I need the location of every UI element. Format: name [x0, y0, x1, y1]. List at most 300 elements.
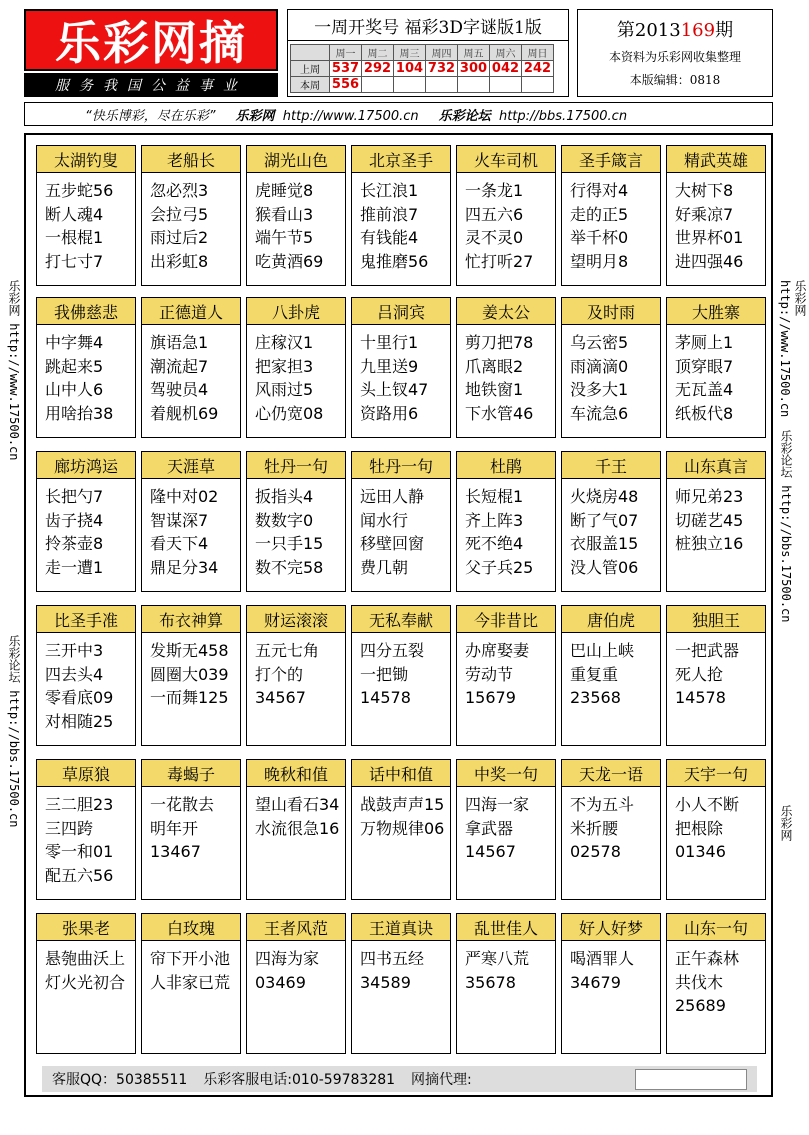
riddle-line: 庄稼汉1	[255, 333, 314, 352]
riddle-card	[246, 451, 346, 592]
riddle-card-body	[247, 633, 345, 733]
riddle-line: 无瓦盖4	[675, 380, 734, 399]
riddle-line: 忽必烈3	[150, 181, 209, 200]
riddle-card	[456, 145, 556, 286]
draw-number: 292	[362, 61, 394, 77]
riddle-card	[141, 297, 241, 438]
riddle-card	[666, 297, 766, 438]
riddle-line: 零看底09	[45, 688, 114, 707]
riddle-card-body	[352, 325, 450, 425]
draw-number: 242	[522, 61, 554, 77]
riddle-line: 巴山上峡	[570, 641, 635, 660]
riddle-line: 中字舞4	[45, 333, 104, 352]
riddle-card-title: 中奖一句	[457, 760, 555, 787]
riddle-card	[561, 759, 661, 900]
riddle-line: 严寒八荒	[465, 949, 530, 968]
riddle-line: 扳指头4	[255, 487, 314, 506]
riddle-card	[36, 145, 136, 286]
riddle-line: 一而舞125	[150, 688, 229, 707]
riddle-line: 纸板代8	[675, 403, 734, 423]
riddle-card	[141, 145, 241, 286]
riddle-card	[666, 145, 766, 286]
riddle-card	[666, 451, 766, 592]
riddle-line: 喝酒罪人	[570, 949, 635, 968]
riddle-card-body	[352, 173, 450, 273]
riddle-line	[255, 994, 341, 1018]
riddle-line: 旗语急1	[150, 333, 209, 352]
riddle-card	[351, 145, 451, 286]
riddle-card-body	[37, 787, 135, 887]
issue-box	[577, 9, 773, 97]
riddle-line: 忙打听27	[465, 251, 534, 271]
riddle-card-body	[37, 173, 135, 273]
logo	[24, 9, 278, 71]
riddle-line: 切磋艺45	[675, 510, 744, 530]
riddle-line: 齿子挠4	[45, 510, 104, 530]
riddle-card	[456, 913, 556, 1054]
riddle-line: 三开中3	[45, 641, 104, 660]
riddle-card-body	[457, 633, 555, 733]
riddle-line: 34679	[570, 972, 621, 992]
riddle-card-body	[247, 325, 345, 425]
footer-qq: 客服QQ：50385511	[52, 1072, 188, 1088]
riddle-line	[465, 864, 551, 888]
riddle-line: 父子兵25	[465, 557, 534, 577]
riddle-line: 望山看石34	[255, 795, 340, 814]
riddle-line	[570, 710, 656, 734]
riddle-card-body	[37, 633, 135, 733]
riddle-line: 潮流起7	[150, 356, 209, 376]
riddle-line: 小人不断	[675, 795, 740, 814]
riddle-card-body	[352, 633, 450, 733]
riddle-line: 帘下开小池	[150, 949, 231, 968]
riddle-line	[150, 994, 236, 1018]
riddle-card-body	[667, 787, 765, 887]
riddle-line: 长短棍1	[465, 487, 524, 506]
riddle-line	[360, 710, 446, 734]
riddle-card	[351, 759, 451, 900]
riddle-line: 猴看山3	[255, 204, 314, 224]
riddle-line: 剪刀把78	[465, 333, 534, 352]
riddle-card	[36, 913, 136, 1054]
riddle-card	[141, 451, 241, 592]
riddle-card	[351, 605, 451, 746]
riddle-card-body	[37, 325, 135, 425]
riddle-line: 零一和01	[45, 842, 114, 861]
riddle-line: 25689	[675, 996, 726, 1015]
riddle-card-title: 太湖钓叟	[37, 146, 135, 173]
riddle-line: 五步蛇56	[45, 181, 114, 200]
riddle-card	[36, 451, 136, 592]
draw-number: 300	[458, 61, 490, 77]
riddle-card-title: 我佛慈悲	[37, 298, 135, 325]
riddle-card-title: 老船长	[142, 146, 240, 173]
riddle-card-body	[667, 633, 765, 733]
riddle-line: 02578	[570, 842, 621, 861]
footer-phone: 乐彩客服电话:010-59783281	[203, 1072, 396, 1088]
riddle-card-body	[247, 173, 345, 273]
riddle-line: 人非家已荒	[150, 972, 231, 992]
riddle-line: 衣服盖15	[570, 534, 639, 553]
riddle-line	[465, 1018, 551, 1042]
riddle-card	[141, 913, 241, 1054]
draw-number	[490, 77, 522, 93]
riddle-line	[255, 1018, 341, 1042]
editor-note: 本版编辑：0818	[629, 73, 721, 87]
riddle-line: 鬼推磨56	[360, 251, 429, 271]
riddle-line: 顶穿眼7	[675, 356, 734, 376]
riddle-line: 隆中对02	[150, 487, 219, 506]
riddle-line: 虎睡觉8	[255, 181, 314, 200]
day-header: 周三	[394, 45, 426, 61]
riddle-line: 齐上阵3	[465, 510, 524, 530]
day-header: 周六	[490, 45, 522, 61]
riddle-line: 水流很急16	[255, 818, 340, 838]
riddle-line	[150, 864, 236, 888]
riddle-line: 风雨过5	[255, 380, 314, 399]
riddle-line: 一把锄	[360, 664, 409, 684]
riddle-line	[150, 1018, 236, 1042]
riddle-line: 拿武器	[465, 818, 514, 838]
riddle-card-title: 天宇一句	[667, 760, 765, 787]
riddle-line: 数不完58	[255, 557, 324, 577]
side-text-left: 乐彩论坛 http://bbs.17500.cn	[7, 635, 21, 828]
riddle-card-title: 布衣神算	[142, 606, 240, 633]
riddle-card-title: 财运滚滚	[247, 606, 345, 633]
riddle-line: 长把勺7	[45, 487, 104, 506]
riddle-card-body	[37, 941, 135, 1041]
riddle-card-body	[247, 787, 345, 887]
day-header: 周五	[458, 45, 490, 61]
riddle-card	[36, 297, 136, 438]
riddle-card-body	[142, 633, 240, 733]
riddle-line: 举千杯0	[570, 228, 629, 247]
riddle-line: 正午森林	[675, 949, 740, 968]
riddle-line: 资路用6	[360, 403, 419, 423]
riddle-line	[45, 994, 131, 1018]
side-text-right: 乐彩论坛 http://bbs.17500.cn	[779, 430, 793, 623]
riddle-card-body	[667, 173, 765, 273]
riddle-card-body	[562, 941, 660, 1041]
riddle-line: 进四强46	[675, 251, 744, 271]
riddle-line: 长江浪1	[360, 181, 419, 200]
riddle-line: 四海一家	[465, 795, 530, 814]
riddle-line: 五元七角	[255, 641, 320, 660]
side-text-right: 乐彩网 http://www.17500.cn	[778, 280, 807, 418]
riddle-card-title: 及时雨	[562, 298, 660, 325]
motto: “快乐博彩，尽在乐彩”	[85, 108, 216, 124]
riddle-card	[456, 759, 556, 900]
riddle-card	[351, 297, 451, 438]
riddle-line: 一把武器	[675, 641, 740, 660]
riddle-card-title: 无私奉献	[352, 606, 450, 633]
riddle-line: 大树下8	[675, 181, 734, 200]
riddle-line: 十里行1	[360, 333, 419, 352]
riddle-line: 爪离眼2	[465, 356, 524, 376]
riddle-line: 端午节5	[255, 228, 314, 247]
riddle-line: 行得对4	[570, 181, 629, 200]
riddle-card-body	[352, 479, 450, 579]
riddle-line: 战鼓声声15	[360, 795, 445, 814]
riddle-line: 14578	[675, 688, 726, 707]
riddle-line: 师兄弟23	[675, 487, 744, 506]
riddle-card-body	[562, 173, 660, 273]
footer-agent: 网摘代理:	[411, 1072, 472, 1088]
riddle-line: 费几朝	[360, 557, 409, 577]
riddle-card-body	[142, 173, 240, 273]
riddle-card-body	[667, 479, 765, 579]
riddle-card-title: 火车司机	[457, 146, 555, 173]
riddle-line: 好乘凉7	[675, 204, 734, 224]
riddle-card-body	[457, 941, 555, 1041]
agent-field	[635, 1069, 747, 1090]
riddle-line: 移壁回窗	[360, 534, 425, 553]
riddle-card	[141, 605, 241, 746]
riddle-card	[141, 759, 241, 900]
riddle-card-title: 大胜寨	[667, 298, 765, 325]
draw-number: 556	[330, 77, 362, 93]
riddle-line	[465, 710, 551, 734]
riddle-card-title: 乱世佳人	[457, 914, 555, 941]
riddle-line: 雨滴滴0	[570, 356, 629, 376]
riddle-card	[246, 913, 346, 1054]
riddle-line: 一只手15	[255, 534, 324, 553]
riddle-line: 车流急6	[570, 403, 629, 423]
riddle-line: 走一遭1	[45, 557, 104, 577]
riddle-line	[255, 840, 341, 864]
riddle-line	[255, 864, 341, 888]
riddle-line: 重复重	[570, 664, 619, 684]
draw-number: 042	[490, 61, 522, 77]
riddle-card	[561, 913, 661, 1054]
riddle-line: 四分五裂	[360, 641, 425, 660]
riddle-line: 不为五斗	[570, 795, 635, 814]
riddle-card-title: 牡丹一句	[352, 452, 450, 479]
riddle-card	[351, 913, 451, 1054]
riddle-card-title: 毒蝎子	[142, 760, 240, 787]
riddle-line: 死不绝4	[465, 534, 524, 553]
riddle-card-title: 牡丹一句	[247, 452, 345, 479]
riddle-card-body	[142, 941, 240, 1041]
riddle-line: 15679	[465, 688, 516, 707]
riddle-line: 四书五经	[360, 949, 425, 968]
last-week-label: 上周	[291, 61, 330, 77]
riddle-line	[360, 840, 446, 864]
riddle-card-body	[457, 479, 555, 579]
draw-number: 104	[394, 61, 426, 77]
riddle-line: 看天下4	[150, 534, 209, 553]
riddle-line	[675, 1018, 761, 1042]
riddle-card-title: 王者风范	[247, 914, 345, 941]
riddle-line: 出彩虹8	[150, 251, 209, 271]
riddle-card	[246, 145, 346, 286]
riddle-line: 茅厕上1	[675, 333, 734, 352]
riddle-line: 下水管46	[465, 403, 534, 423]
riddle-line: 01346	[675, 842, 726, 861]
riddle-line: 一根棍1	[45, 228, 104, 247]
riddle-line: 配五六56	[45, 865, 114, 885]
riddle-card-title: 千王	[562, 452, 660, 479]
riddle-card	[456, 297, 556, 438]
riddle-line: 数数字0	[255, 510, 314, 530]
riddle-card-body	[562, 633, 660, 733]
riddle-line: 一条龙1	[465, 181, 524, 200]
riddle-line: 14578	[360, 688, 411, 707]
day-header: 周四	[426, 45, 458, 61]
riddle-line: 火烧房48	[570, 487, 639, 506]
riddle-line	[570, 864, 656, 888]
riddle-line: 桩独立16	[675, 534, 744, 553]
riddle-line: 驾驶员4	[150, 380, 209, 399]
riddle-card-title: 山东一句	[667, 914, 765, 941]
riddle-card-title: 草原狼	[37, 760, 135, 787]
draw-number	[394, 77, 426, 93]
riddle-card-title: 天龙一语	[562, 760, 660, 787]
riddle-line: 乌云密5	[570, 333, 629, 352]
riddle-line	[675, 556, 761, 580]
riddle-line: 闻水行	[360, 510, 409, 530]
riddle-card-body	[352, 941, 450, 1041]
riddle-card-title: 北京圣手	[352, 146, 450, 173]
side-text-right: 乐彩网	[779, 805, 793, 841]
slogan: 服务我国公益事业	[24, 73, 278, 97]
riddle-line: 没人管06	[570, 557, 639, 577]
riddle-line: 四去头4	[45, 664, 104, 684]
riddle-line: 用啥抬38	[45, 403, 114, 423]
riddle-card-title: 王道真诀	[352, 914, 450, 941]
riddle-card-body	[562, 325, 660, 425]
riddle-line: 悬匏曲沃上	[45, 949, 126, 968]
riddle-line: 灯火光初合	[45, 972, 126, 992]
site-link[interactable]: 乐彩网 http://www.17500.cn	[235, 108, 419, 124]
day-header: 周日	[522, 45, 554, 61]
riddle-line: 望明月8	[570, 251, 629, 271]
draw-results-table	[290, 44, 554, 93]
riddle-card-title: 话中和值	[352, 760, 450, 787]
riddle-card-body	[457, 173, 555, 273]
riddle-line: 米折腰	[570, 818, 619, 838]
riddle-line: 对相随25	[45, 711, 114, 731]
draw-number: 537	[330, 61, 362, 77]
riddle-line: 头上钗47	[360, 380, 429, 399]
riddle-line	[360, 1018, 446, 1042]
riddle-line: 地铁窗1	[465, 380, 524, 399]
riddle-line: 智谋深7	[150, 510, 209, 530]
riddle-line: 雨过后2	[150, 228, 209, 247]
riddle-line: 跳起来5	[45, 356, 104, 376]
riddle-card-title: 张果老	[37, 914, 135, 941]
riddle-card-title: 廊坊鸿运	[37, 452, 135, 479]
riddle-line: 圆圈大039	[150, 664, 229, 684]
riddle-line: 四海为家	[255, 949, 320, 968]
riddle-card-title: 八卦虎	[247, 298, 345, 325]
riddle-line: 走的正5	[570, 204, 629, 224]
riddle-line	[255, 710, 341, 734]
riddle-line: 着舰机69	[150, 403, 219, 423]
riddle-card	[246, 605, 346, 746]
riddle-card	[666, 605, 766, 746]
riddle-line: 拎茶壶8	[45, 534, 104, 553]
riddle-line	[675, 710, 761, 734]
riddle-line: 推前浪7	[360, 204, 419, 224]
draw-results-title: 一周开奖号 福彩3D字谜版1版	[288, 10, 568, 41]
riddle-card-title: 唐伯虎	[562, 606, 660, 633]
forum-link[interactable]: 乐彩论坛 http://bbs.17500.cn	[438, 108, 628, 124]
riddle-line	[465, 994, 551, 1018]
riddle-line	[570, 1018, 656, 1042]
riddle-line: 劳动节	[465, 664, 514, 684]
draw-number	[522, 77, 554, 93]
riddle-card-title: 正德道人	[142, 298, 240, 325]
riddle-card-body	[142, 325, 240, 425]
riddle-card-body	[37, 479, 135, 579]
footer-bar	[42, 1066, 757, 1092]
riddle-card-body	[457, 787, 555, 887]
riddle-card-title: 圣手箴言	[562, 146, 660, 173]
riddle-line: 四五六6	[465, 204, 524, 224]
riddle-line: 明年开	[150, 818, 199, 838]
riddle-card-title: 杜鹃	[457, 452, 555, 479]
riddle-line: 把根除	[675, 818, 724, 838]
riddle-line: 断了气07	[570, 510, 639, 530]
riddle-line: 九里送9	[360, 356, 419, 376]
riddle-line: 办席娶妻	[465, 641, 530, 660]
riddle-card	[36, 759, 136, 900]
day-header: 周一	[330, 45, 362, 61]
riddle-line: 没多大1	[570, 380, 629, 399]
riddle-card-title: 比圣手准	[37, 606, 135, 633]
riddle-line: 14567	[465, 842, 516, 861]
riddle-card-title: 姜太公	[457, 298, 555, 325]
riddle-card-title: 独胆王	[667, 606, 765, 633]
riddle-card-body	[562, 787, 660, 887]
this-week-label: 本周	[291, 77, 330, 93]
riddle-line	[150, 710, 236, 734]
riddle-card-title: 吕洞宾	[352, 298, 450, 325]
riddle-card-title: 白玫瑰	[142, 914, 240, 941]
riddle-line: 打七寸7	[45, 251, 104, 271]
riddle-card-body	[457, 325, 555, 425]
riddle-line: 三二胆23	[45, 795, 114, 814]
riddle-card	[561, 451, 661, 592]
riddle-line: 鼎足分34	[150, 557, 219, 577]
riddle-line: 一花散去	[150, 795, 215, 814]
riddle-line	[570, 994, 656, 1018]
draw-number	[362, 77, 394, 93]
riddle-card	[456, 605, 556, 746]
riddle-card	[561, 297, 661, 438]
riddle-card-title: 晚秋和值	[247, 760, 345, 787]
riddle-card-title: 好人好梦	[562, 914, 660, 941]
riddle-line: 35678	[465, 972, 516, 992]
riddle-card-title: 天涯草	[142, 452, 240, 479]
riddle-line: 23568	[570, 688, 621, 707]
riddle-card	[246, 759, 346, 900]
riddle-line	[360, 864, 446, 888]
riddle-line: 山中人6	[45, 380, 104, 399]
riddle-card	[456, 451, 556, 592]
riddle-card	[246, 297, 346, 438]
day-header: 周二	[362, 45, 394, 61]
riddle-card-title: 今非昔比	[457, 606, 555, 633]
riddle-card	[561, 145, 661, 286]
riddle-line: 万物规律06	[360, 818, 445, 838]
riddle-line: 把家担3	[255, 356, 314, 376]
riddle-card-title: 山东真言	[667, 452, 765, 479]
riddle-card	[351, 451, 451, 592]
riddle-card-title: 精武英雄	[667, 146, 765, 173]
riddle-card	[561, 605, 661, 746]
